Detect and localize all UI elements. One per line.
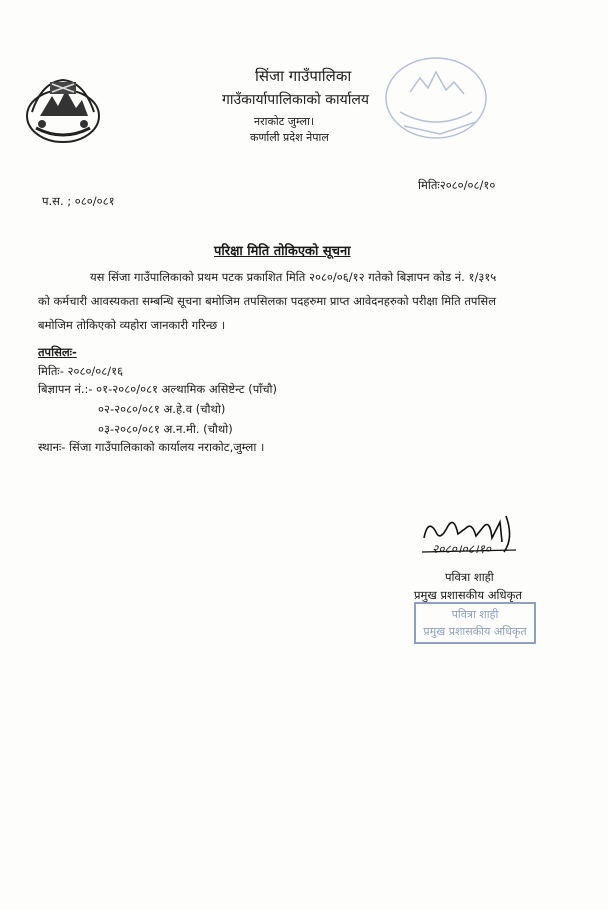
notice-paragraph-line-2: को कर्मचारी आवस्यकता सम्बन्धि सूचना बमोजिम तपसिलका पदहरुमा प्राप्त आवेदनहरुको परीक्षा मिति तपसिल [38, 294, 496, 308]
notice-title: परिक्षा मिति तोकिएको सूचना [214, 244, 351, 259]
signatory-title: प्रमुख प्रशासकीय अधिकृत [414, 588, 522, 602]
signature-date: २०८०।०८।१० [432, 542, 492, 556]
notice-paragraph-line-1: यस सिंजा गाउँपालिकाको प्रथम पटक प्रकाशित मिति २०८०/०६/१२ गतेको बिज्ञापन कोड नं. १/३१५ [90, 270, 497, 284]
address: नराकोट जुम्ला। [254, 115, 315, 128]
official-stamp [414, 602, 536, 644]
reference-number: प.स. ; ०८०/०८१ [42, 194, 115, 208]
ad-line-3: ०३-२०८०/०८१ अ.न.मी. (चौथो) [98, 422, 233, 436]
ad-line-2: ०२-२०८०/०८१ अ.हे.व (चौथो) [98, 402, 226, 416]
nepal-emblem-icon [22, 72, 104, 146]
province: कर्णाली प्रदेश नेपाल [250, 131, 329, 144]
notice-paragraph-line-3: बमोजिम तोकिएको व्यहोरा जानकारी गरिन्छ । [38, 318, 226, 332]
signatory-name: पवित्रा शाही [445, 570, 494, 584]
office-stamp-icon [380, 52, 492, 144]
issue-date: मितिः२०८०/०८/१० [418, 178, 496, 192]
org-name: सिंजा गाउँपालिका [255, 67, 352, 85]
exam-date: मितिः- २०८०/०८/१६ [38, 364, 124, 378]
ad-line-1: बिज्ञापन नं.:- ०१-२०८०/०८१ अल्थामिक असिष्टेन्ट (पाँचौ) [38, 382, 277, 396]
stamp-title: प्रमुख प्रशासकीय अधिकृत [423, 625, 527, 638]
details-heading: तपसिलः- [38, 345, 77, 359]
office-name: गाउँकार्यापालिकाको कार्यालय [222, 92, 369, 108]
stamp-name: पवित्रा शाही [451, 608, 499, 621]
exam-venue: स्थानः- सिंजा गाउँपालिकाको कार्यालय नराकोट,जुम्ला । [38, 440, 265, 454]
